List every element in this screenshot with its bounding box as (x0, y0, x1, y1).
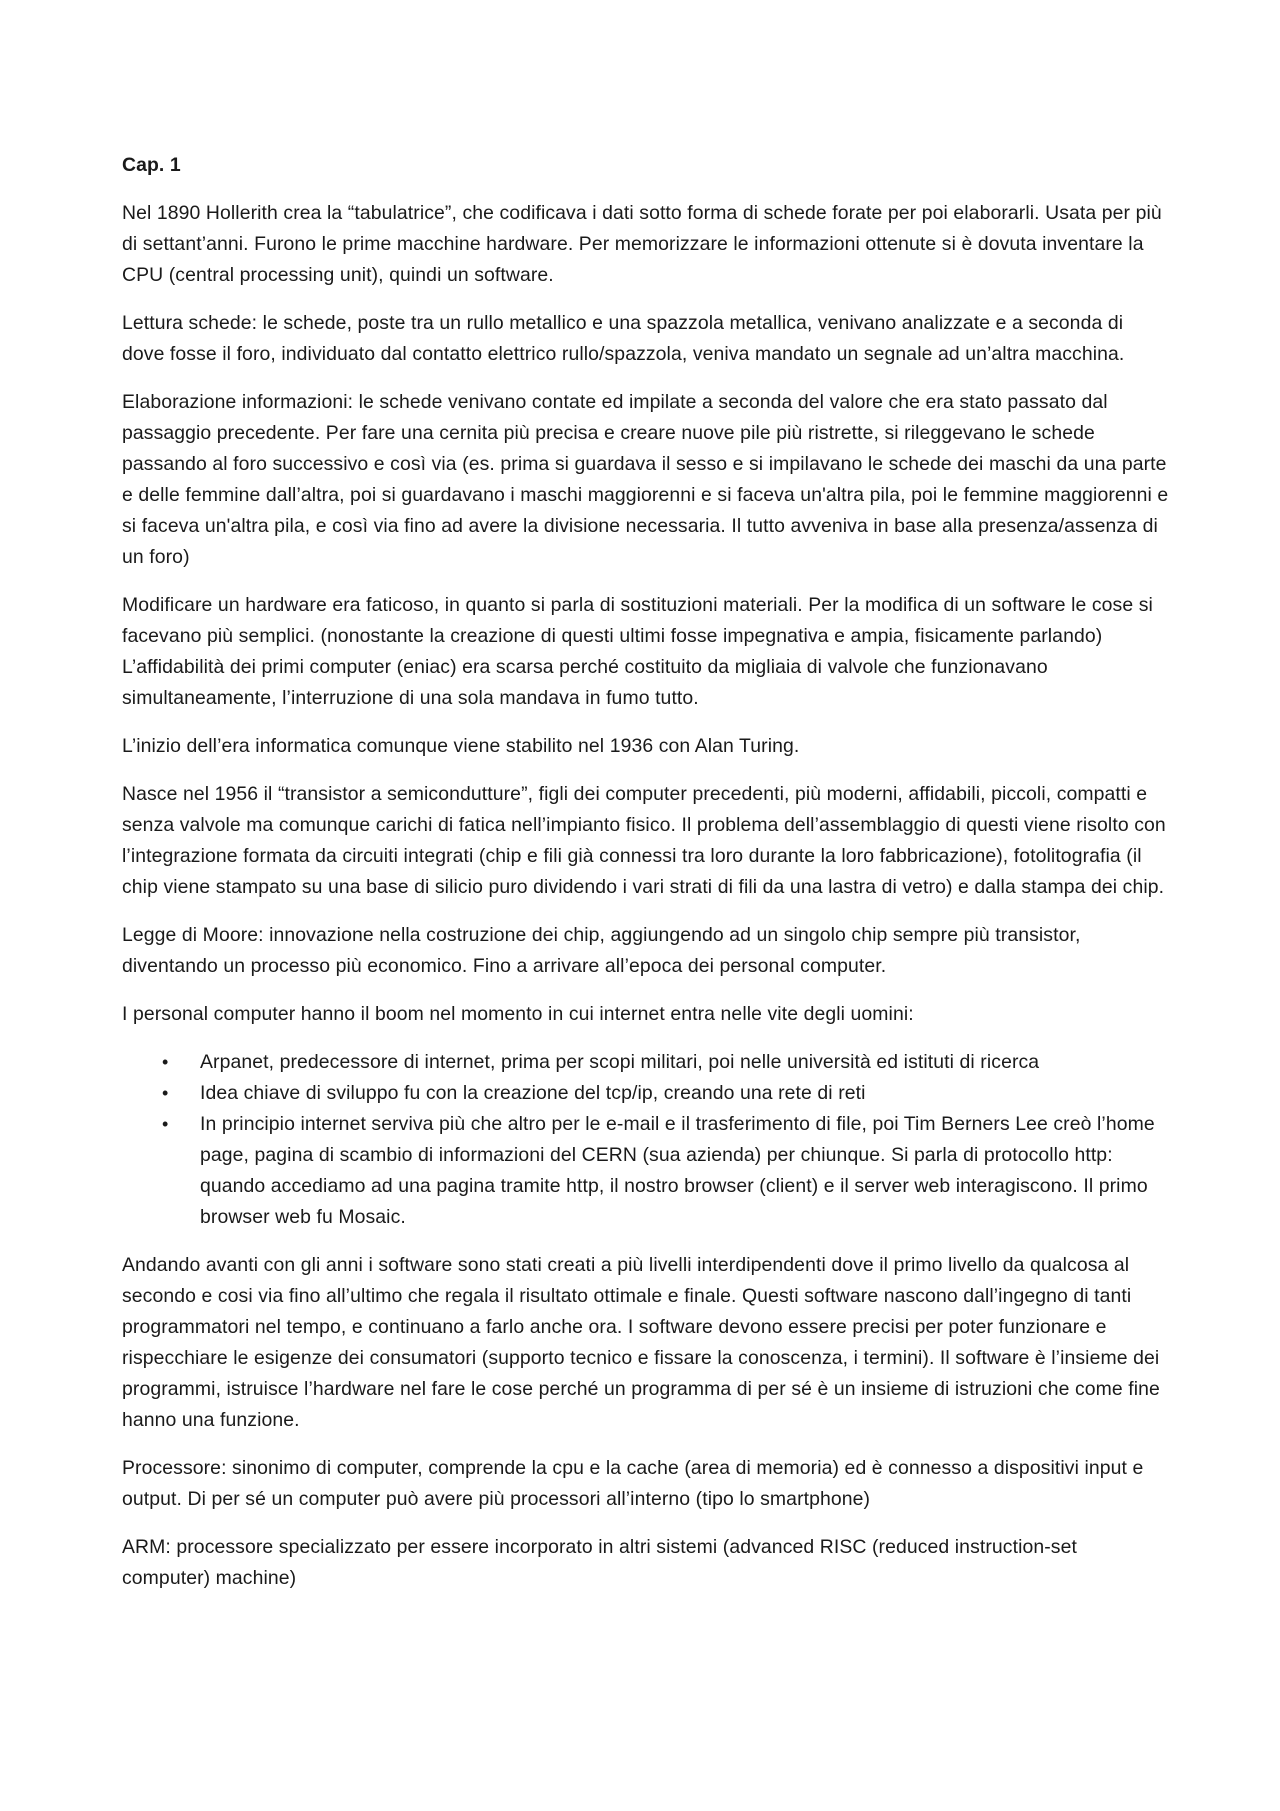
list-item-text: In principio internet serviva più che altro per le e-mail e il trasferimento di file, poi Tim Berners Lee creò l’home page, pagina di scambio di informazioni del CERN (sua azienda) per chiunque. Si parla di protocollo http: quando accediamo ad una pagina tramite http, il nostro browser (client) e il server web interagiscono. Il primo browser web fu Mosaic. (200, 1113, 1155, 1228)
paragraph-moore: Legge di Moore: innovazione nella costruzione dei chip, aggiungendo ad un singolo chip sempre più transistor, diventando un processo più economico. Fino a arrivare all’epoca dei personal computer. (122, 924, 1081, 977)
document-page (122, 150, 1170, 1611)
paragraph-turing: L’inizio dell’era informatica comunque viene stabilito nel 1936 con Alan Turing. (122, 735, 800, 757)
bullet-icon: • (162, 1052, 169, 1072)
paragraph-processore: Processore: sinonimo di computer, comprende la cpu e la cache (area di memoria) ed è connesso a dispositivi input e output. Di per sé un computer può avere più processori all’interno (tipo lo smartphone) (122, 1457, 1144, 1510)
bullet-icon: • (162, 1114, 169, 1134)
bullet-icon: • (162, 1083, 169, 1103)
list-item (122, 1047, 1170, 1078)
paragraph-hardware-software: Modificare un hardware era faticoso, in quanto si parla di sostituzioni materiali. Per la modifica di un software le cose si facevano più semplici. (nonostante la creazione di questi ultimi fosse impegnativa e ampia, fisicamente parlando) L’affidabilità dei primi computer (eniac) era scarsa perché costituito da migliaia di valvole che funzionavano simultaneamente, l’interruzione di una sola mandava in fumo tutto. (122, 594, 1153, 709)
list-item (122, 1078, 1170, 1109)
list-item-text: Arpanet, predecessore di internet, prima per scopi militari, poi nelle università ed istituti di ricerca (200, 1051, 1040, 1073)
chapter-heading: Cap. 1 (122, 154, 181, 176)
bullet-list (122, 1047, 1170, 1233)
paragraph-hollerith: Nel 1890 Hollerith crea la “tabulatrice”, che codificava i dati sotto forma di schede forate per poi elaborarli. Usata per più di settant’anni. Furono le prime macchine hardware. Per memorizzare le informazioni ottenute si è dovuta inventare la CPU (central processing unit), quindi un software. (122, 202, 1162, 286)
list-item (122, 1109, 1170, 1233)
list-item-text: Idea chiave di sviluppo fu con la creazione del tcp/ip, creando una rete di reti (200, 1082, 866, 1104)
paragraph-personal-computer: I personal computer hanno il boom nel momento in cui internet entra nelle vite degli uomini: (122, 1003, 914, 1025)
paragraph-arm: ARM: processore specializzato per essere incorporato in altri sistemi (advanced RISC (reduced instruction-set computer) machine) (122, 1536, 1077, 1589)
paragraph-elaborazione: Elaborazione informazioni: le schede venivano contate ed impilate a seconda del valore che era stato passato dal passaggio precedente. Per fare una cernita più precisa e creare nuove pile più ristrette, si rileggevano le schede passando al foro successivo e così via (es. prima si guardava il sesso e si impilavano le schede dei maschi da una parte e delle femmine dall’altra, poi si guardavano i maschi maggiorenni e si faceva un'altra pila, poi le femmine maggiorenni e si faceva un'altra pila, e così via fino ad avere la divisione necessaria. Il tutto avveniva in base alla presenza/assenza di un foro) (122, 391, 1169, 568)
paragraph-software-levels: Andando avanti con gli anni i software sono stati creati a più livelli interdipendenti dove il primo livello da qualcosa al secondo e cosi via fino all’ultimo che regala il risultato ottimale e finale. Questi software nascono dall’ingegno di tanti programmatori nel tempo, e continuano a farlo anche ora. I software devono essere precisi per poter funzionare e rispecchiare le esigenze dei consumatori (supporto tecnico e fissare la conoscenza, i termini). Il software è l’insieme dei programmi, istruisce l’hardware nel fare le cose perché un programma di per sé è un insieme di istruzioni che come fine hanno una funzione. (122, 1254, 1160, 1431)
paragraph-transistor: Nasce nel 1956 il “transistor a semicondutture”, figli dei computer precedenti, più moderni, affidabili, piccoli, compatti e senza valvole ma comunque carichi di fatica nell’impianto fisico. Il problema dell’assemblaggio di questi viene risolto con l’integrazione formata da circuiti integrati (chip e fili già connessi tra loro durante la loro fabbricazione), fotolitografia (il chip viene stampato su una base di silicio puro dividendo i vari strati di fili da una lastra di vetro) e dalla stampa dei chip. (122, 783, 1166, 898)
paragraph-lettura-schede: Lettura schede: le schede, poste tra un rullo metallico e una spazzola metallica, venivano analizzate e a seconda di dove fosse il foro, individuato dal contatto elettrico rullo/spazzola, veniva mandato un segnale ad un’altra macchina. (122, 312, 1125, 365)
